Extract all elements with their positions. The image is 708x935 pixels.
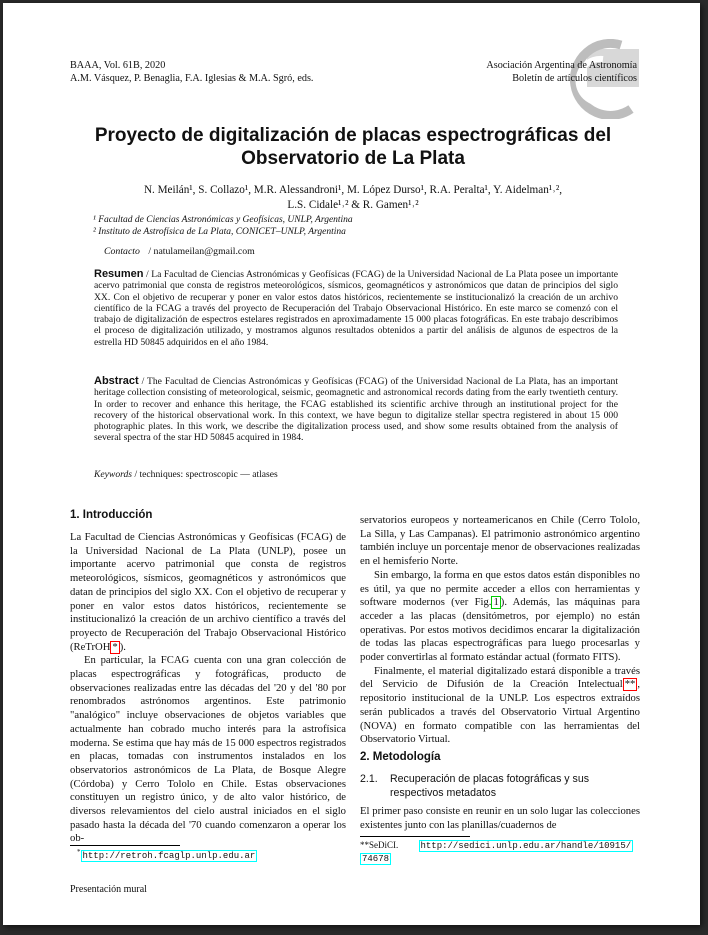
keywords xyxy=(94,469,278,480)
author-list: N. Meilán¹, S. Collazo¹, M.R. Alessandroni¹, M. López Durso¹, R.A. Peralta¹, Y. Aidelman¹˒², L.S. Cidale¹˒² & R. Gamen¹˒² xyxy=(143,184,563,211)
paragraph: El primer paso consiste en reunir en un solo lugar las colecciones existentes junto con las planillas/cuadernos de xyxy=(360,806,640,831)
footnote-ref[interactable]: * xyxy=(112,641,118,653)
right-column-continued xyxy=(360,805,640,832)
resumen-block xyxy=(94,269,618,348)
affiliation-1: ¹ Facultad de Ciencias Astronómicas y Geofísicas, UNLP, Argentina xyxy=(93,215,353,225)
header-left xyxy=(70,59,313,85)
resumen-text: / La Facultad de Ciencias Astronómicas y Geofísicas (FCAG) de la Universidad Nacional de La Plata posee un importante acervo patrimonial que consta de registros meteorológicos, sísmicos, geomagnéticos y astronómicos que datan de principios del siglo XX. Con el objetivo de recuperar y poner en valor estos datos históricos, recientemente se institucionalizó la creación de un archivo científico de la FCAG a través del proyecto de Recuperación del Trabajo Observacional Histórico. En este marco se comenzó con el trabajo de digitalización de espectros estelares registrados en aproximadamente 15 000 placas fotográficas. En este trabajo describimos el proceso de digitalización utilizado, y mostramos algunos resultados obtenidos a partir del análisis de algunos de espectros de la estrella HD 50845 adquiridos en el año 1984. xyxy=(94,269,618,348)
footnote-2: **SeDiCI. http://sedici.unlp.edu.ar/handle/10915/ 74678 xyxy=(360,840,632,864)
keywords-label: Keywords xyxy=(94,469,133,480)
keywords-text: / techniques: spectroscopic — atlases xyxy=(134,469,278,480)
paragraph: Finalmente, el material digitalizado estará disponible a través del Servicio de Difusión de la Creación Intelectual ** , repositorio institucional de la UNLP. Los espectros extraídos serán publicados a través del Observatorio Virtual Argentino (NOVA) en formato compatible con las herramientas del Observatorio Virtual. xyxy=(360,665,640,746)
paragraph: servatorios europeos y norteamericanos en Chile (Cerro Tololo, La Silla, y Las Campanas). El patrimonio astronómico argentino también incluye un porcentaje menor de observaciones realizadas en el hemisferio Norte. xyxy=(360,515,640,568)
right-column xyxy=(360,514,640,747)
footnote-rule xyxy=(70,845,180,846)
abstract-block xyxy=(94,376,618,444)
contact-email[interactable]: / natulameilan@gmail.com xyxy=(148,246,255,257)
abstract-text: / The Facultad de Ciencias Astronómicas y Geofísicas (FCAG) of the Universidad Nacional de La Plata, has an important heritage collection consisting of meteorological, seismic, geomagnetic and astronomical records dating from the early twentieth century. In order to recover and enhance this heritage, the FCAG established its scientific archive through an institutional project for the recovery of the historical observational work. In this context, we have begun to digitalize stellar spectra registered in about 15 000 photographic plates. In this work, we describe the digitalization process used, and show some results obtained from the analysis of several spectra of the star HD 50845 acquired in 1984. xyxy=(94,376,618,444)
contact xyxy=(104,246,255,257)
journal-volume: BAAA, Vol. 61B, 2020 xyxy=(70,60,166,71)
figure-ref[interactable]: 1 xyxy=(493,597,499,609)
paragraph: La Facultad de Ciencias Astronómicas y Geofísicas (FCAG) de la Universidad Nacional de La Plata (UNLP), posee un importante acervo patrimonial que consta de registros meteorológicos, sísmicos, geomagnéticos y astronómicos que datan de principios del siglo XX. Con el objetivo de recuperar y poner en valor estos datos históricos, recientemente se institucionalizó la creación de un archivo científico a través del proyecto de Recuperación del Trabajo Observacional Histórico (ReTrOH * ). xyxy=(70,532,346,653)
paragraph: Sin embargo, la forma en que estos datos están disponibles no es útil, ya que no permite acceder a ellos con herramientas y software modernos (ver Fig. 1 ). Además, las máquinas para acceder a las placas (densitómetros, por ejemplo) no están operativas. Por estos motivos decidimos encarar la digitalización de todas las placas espectrográficas para luego procesarlas y poder convertirlas al formato estándar actual (formato FITS). xyxy=(360,569,640,664)
section-1-title: 1. Introducción xyxy=(70,509,153,521)
paragraph: En particular, la FCAG cuenta con una gran colección de placas espectrográficas y fotográficas, producto de observaciones realizadas entre las décadas del '20 y del '80 por renombrados astrónomos argentinos. Este patrimonio "analógico" incluye observaciones de objetos variables que actualmente han cobrado mucho interés para la astrofísica moderna. Se estima que hay más de 15 000 espectros registrados en placas, tomadas con instrumentos instalados en los observatorios astronómicos de La Plata, de Bosque Alegre (Córdoba) y Cerro Tololo en Chile. Estas observaciones constituyen un registro único, y de alto valor histórico, de diversos relevamientos del cielo austral iniciados en el siglo pasado hasta la década del '70 cuando comenzaron a operar los ob- xyxy=(70,655,346,845)
section-2-title: 2. Metodología xyxy=(360,751,441,763)
editors: A.M. Vásquez, P. Benaglia, F.A. Iglesias & M.A. Sgró, eds. xyxy=(70,73,314,84)
footnote-ref[interactable]: ** xyxy=(624,679,636,691)
sedici-link[interactable]: http://sedici.unlp.edu.ar/handle/10915/ xyxy=(420,841,632,851)
paper-page xyxy=(3,3,700,925)
footnote-1: * http://retroh.fcaglp.unlp.edu.ar xyxy=(77,848,256,861)
affiliation-2: ² Instituto de Astrofísica de La Plata, CONICET–UNLP, Argentina xyxy=(93,227,346,237)
bulletin-name: Boletín de artículos científicos xyxy=(512,73,637,84)
retroh-link[interactable]: http://retroh.fcaglp.unlp.edu.ar xyxy=(82,851,256,861)
resumen-label: Resumen xyxy=(94,268,144,280)
subsection-2-1-title: 2.1. Recuperación de placas fotográficas y sus respectivos metadatos xyxy=(360,773,590,799)
abstract-label: Abstract xyxy=(94,375,139,387)
footnote-rule xyxy=(360,836,470,837)
page-footer: Presentación mural xyxy=(70,884,147,895)
sedici-link-cont[interactable]: 74678 xyxy=(362,854,390,864)
header-right xyxy=(486,59,637,85)
left-column xyxy=(70,531,346,846)
contact-label: Contacto xyxy=(104,246,140,257)
association-name: Asociación Argentina de Astronomía xyxy=(486,60,637,71)
paper-title: Proyecto de digitalización de placas espectrográficas del Observatorio de La Plata xyxy=(94,125,612,169)
